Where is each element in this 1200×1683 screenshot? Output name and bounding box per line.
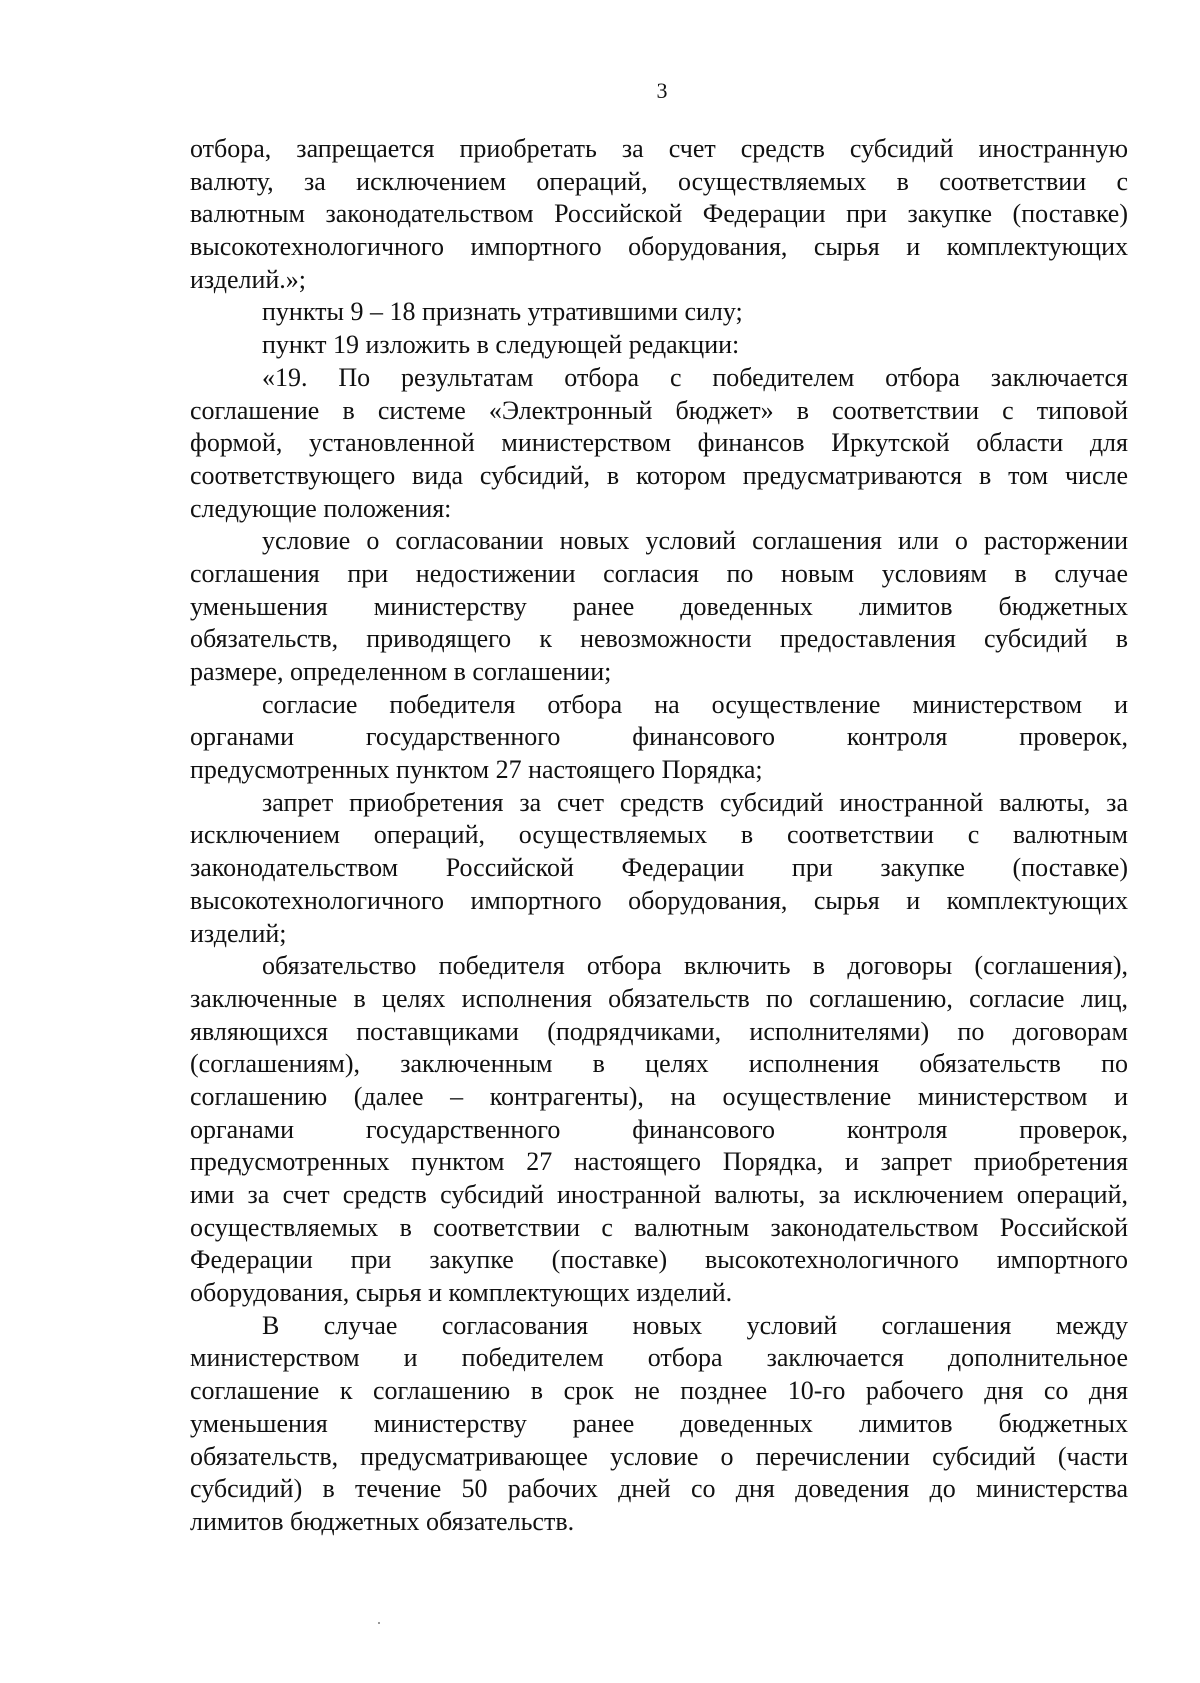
text-line: пункты 9 – 18 признать утратившими силу; — [262, 297, 743, 327]
text-line: соглашение в системе «Электронный бюджет» в соответствии с типовой — [190, 395, 1128, 425]
text-line: запрет приобретения за счет средств субсидий иностранной валюты, за — [262, 787, 1128, 817]
text-line: Федерации при закупке (поставке) высокотехнологичного импортного — [190, 1245, 1128, 1275]
text-line: соглашения при недостижении согласия по новым условиям в случае — [190, 558, 1128, 588]
text-line: (соглашениям), заключенным в целях исполнения обязательств по — [190, 1049, 1128, 1079]
text-line: оборудования, сырья и комплектующих изделий. — [190, 1278, 733, 1308]
text-line: соответствующего вида субсидий, в котором предусматриваются в том числе — [190, 460, 1128, 490]
text-line: условие о согласовании новых условий соглашения или о расторжении — [262, 526, 1128, 556]
text-line: обязательство победителя отбора включить в договоры (соглашения), — [262, 951, 1128, 981]
text-line: отбора, запрещается приобретать за счет средств субсидий иностранную — [190, 134, 1128, 163]
text-line: изделий.»; — [190, 264, 307, 294]
text-line: высокотехнологичного импортного оборудования, сырья и комплектующих — [190, 232, 1128, 262]
page-number: 3 — [656, 78, 668, 103]
text-line: соглашение к соглашению в срок не позднее 10-го рабочего дня со дня — [190, 1376, 1128, 1406]
text-line: уменьшения министерству ранее доведенных лимитов бюджетных — [190, 1408, 1128, 1438]
text-line: субсидий) в течение 50 рабочих дней со дня доведения до министерства — [190, 1474, 1128, 1504]
text-line: министерством и победителем отбора заключается дополнительное — [190, 1343, 1128, 1373]
text-line: размере, определенном в соглашении; — [190, 657, 612, 686]
text-line: уменьшения министерству ранее доведенных лимитов бюджетных — [190, 591, 1128, 621]
text-line: предусмотренных пунктом 27 настоящего Порядка; — [190, 755, 763, 785]
text-line: заключенные в целях исполнения обязательств по соглашению, согласие лиц, — [190, 983, 1128, 1013]
text-line: органами государственного финансового контроля проверок, — [190, 722, 1128, 752]
text-line: исключением операций, осуществляемых в соответствии с валютным — [190, 820, 1128, 850]
text-line: следующие положения: — [190, 493, 452, 523]
text-line: обязательств, предусматривающее условие о перечислении субсидий (части — [190, 1441, 1128, 1471]
text-line: валютным законодательством Российской Федерации при закупке (поставке) — [190, 199, 1128, 229]
text-line: осуществляемых в соответствии с валютным законодательством Российской — [190, 1212, 1128, 1242]
document-body — [190, 133, 1128, 1539]
text-line: «19. По результатам отбора с победителем отбора заключается — [262, 362, 1128, 392]
text-line: ими за счет средств субсидий иностранной валюты, за исключением операций, — [190, 1180, 1128, 1209]
text-line: валюту, за исключением операций, осуществляемых в соответствии с — [190, 166, 1128, 196]
text-line: изделий; — [190, 918, 287, 948]
text-line: обязательств, приводящего к невозможности предоставления субсидий в — [190, 624, 1128, 654]
text-line: пункт 19 изложить в следующей редакции: — [262, 330, 740, 360]
text-line: являющихся поставщиками (подрядчиками, исполнителями) по договорам — [190, 1016, 1128, 1046]
text-line: предусмотренных пунктом 27 настоящего Порядка, и запрет приобретения — [190, 1147, 1128, 1177]
text-line: соглашению (далее – контрагенты), на осуществление министерством и — [190, 1081, 1128, 1111]
text-line: высокотехнологичного импортного оборудования, сырья и комплектующих — [190, 885, 1128, 915]
text-line: законодательством Российской Федерации при закупке (поставке) — [190, 853, 1128, 883]
text-line: лимитов бюджетных обязательств. — [190, 1506, 575, 1536]
text-line: органами государственного финансового контроля проверок, — [190, 1114, 1128, 1144]
text-line: формой, установленной министерством финансов Иркутской области для — [190, 428, 1128, 458]
text-line: В случае согласования новых условий соглашения между — [262, 1310, 1128, 1340]
text-line: согласие победителя отбора на осуществление министерством и — [262, 689, 1128, 719]
scan-speck — [378, 1622, 380, 1624]
